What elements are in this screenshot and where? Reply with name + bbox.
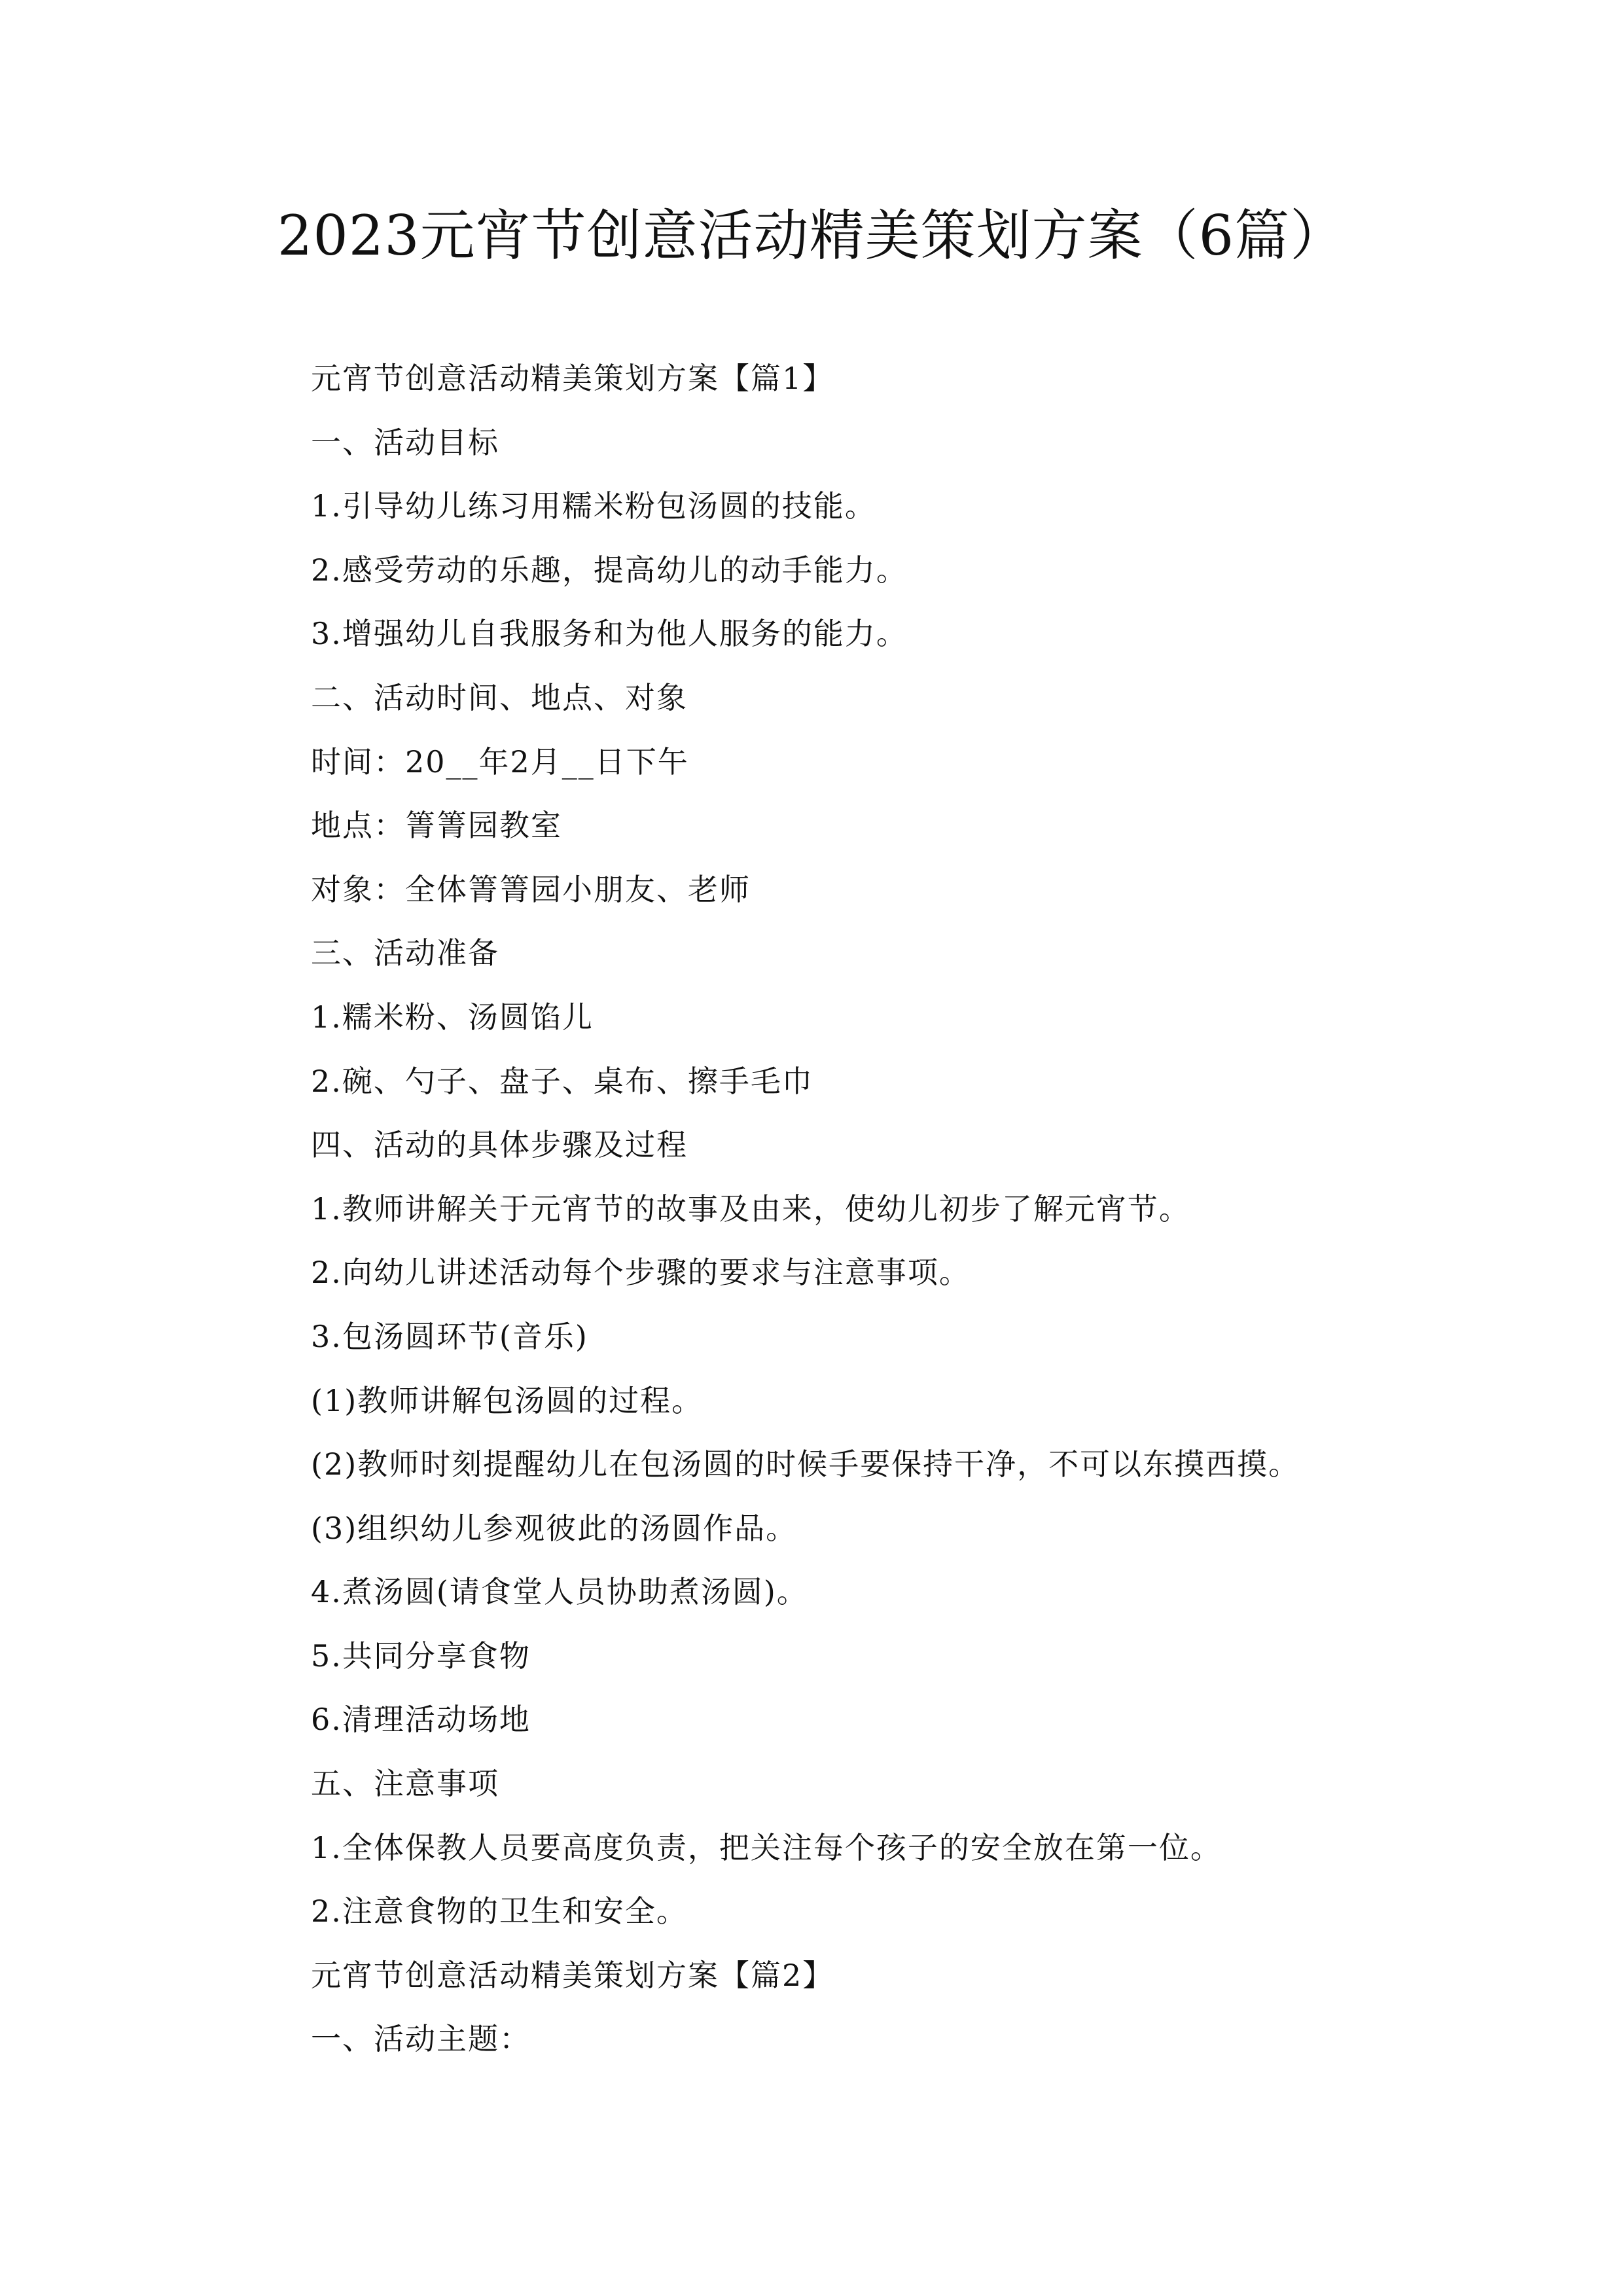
paragraph-line: 1.糯米粉、汤圆馅儿 <box>311 999 594 1035</box>
paragraph-line: 1.引导幼儿练习用糯米粉包汤圆的技能。 <box>311 488 876 524</box>
paragraph-line: 1.教师讲解关于元宵节的故事及由来，使幼儿初步了解元宵节。 <box>311 1191 1190 1227</box>
paragraph-line: 地点：箐箐园教室 <box>311 808 562 844</box>
paragraph-line: 2.碗、勺子、盘子、桌布、擦手毛巾 <box>311 1063 813 1099</box>
paragraph-line: 二、活动时间、地点、对象 <box>311 679 688 715</box>
paragraph-line: 2.感受劳动的乐趣，提高幼儿的动手能力。 <box>311 552 908 588</box>
paragraph-line: 3.包汤圆环节(音乐) <box>311 1318 588 1354</box>
paragraph-line: 2.注意食物的卫生和安全。 <box>311 1893 688 1929</box>
paragraph-line: 一、活动目标 <box>311 424 499 460</box>
paragraph-line: 时间：20__年2月__日下午 <box>311 744 689 780</box>
paragraph-line: 6.清理活动场地 <box>311 1702 531 1738</box>
paragraph-line: 对象：全体箐箐园小朋友、老师 <box>311 871 751 907</box>
paragraph-line: 一、活动主题： <box>311 2021 531 2057</box>
paragraph-line: (2)教师时刻提醒幼儿在包汤圆的时候手要保持干净，不可以东摸西摸。 <box>311 1446 1300 1482</box>
paragraph-line: (1)教师讲解包汤圆的过程。 <box>311 1382 704 1418</box>
paragraph-line: 2.向幼儿讲述活动每个步骤的要求与注意事项。 <box>311 1255 971 1291</box>
paragraph-line: 元宵节创意活动精美策划方案【篇1】 <box>311 361 834 396</box>
paragraph-line: 四、活动的具体步骤及过程 <box>311 1127 688 1163</box>
paragraph-line: 3.增强幼儿自我服务和为他人服务的能力。 <box>311 616 908 652</box>
document-body <box>311 347 1456 2072</box>
document-title: 2023元宵节创意活动精美策划方案（6篇） <box>277 204 1346 268</box>
paragraph-line: 五、注意事项 <box>311 1766 499 1802</box>
paragraph-line: 5.共同分享食物 <box>311 1638 531 1674</box>
paragraph-line: 1.全体保教人员要高度负责，把关注每个孩子的安全放在第一位。 <box>311 1829 1222 1865</box>
paragraph-line: 4.煮汤圆(请食堂人员协助煮汤圆)。 <box>311 1574 808 1610</box>
paragraph-line: (3)组织幼儿参观彼此的汤圆作品。 <box>311 1510 798 1546</box>
paragraph-line: 元宵节创意活动精美策划方案【篇2】 <box>311 1957 834 1993</box>
paragraph-line: 三、活动准备 <box>311 935 499 971</box>
